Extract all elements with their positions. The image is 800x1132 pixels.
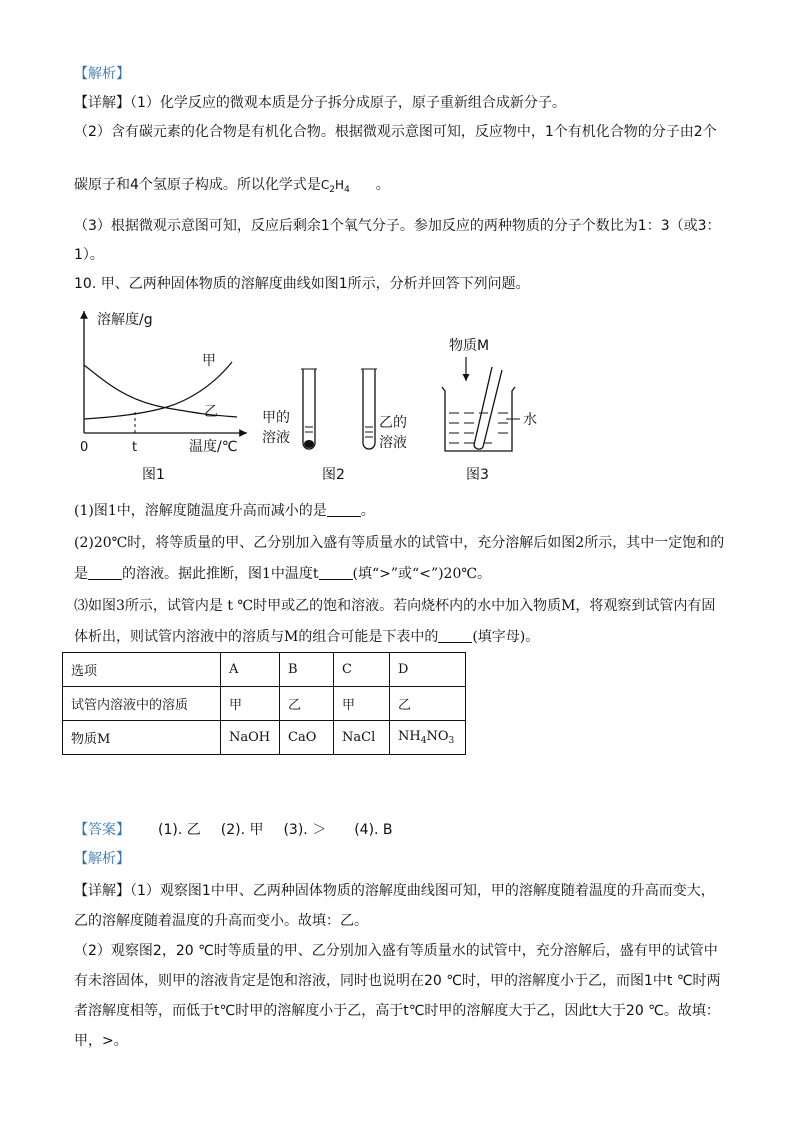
x-axis-label: 温度/℃ <box>189 439 238 455</box>
table-cell: 试管内溶液中的溶质 <box>63 687 221 721</box>
table-cell: 乙 <box>280 687 334 721</box>
jia-solution-label-2: 溶液 <box>262 430 290 446</box>
table-row <box>63 687 466 721</box>
detail-tag: 【详解】 <box>74 95 130 111</box>
table-cell: NaOH <box>221 721 280 755</box>
water-label: 水 <box>523 412 537 428</box>
answer-line <box>74 820 393 840</box>
answer-tag: 【答案】 <box>74 822 130 838</box>
detail2-paragraph-2a: （2）观察图2，20 ℃时等质量的甲、乙分别加入盛有等质量水的试管中，充分溶解后，盛有甲的试管中 <box>74 943 718 959</box>
figures-panel <box>62 305 562 485</box>
table-cell: A <box>221 653 280 687</box>
chemical-formula: $C_2H_4$ <box>320 178 350 195</box>
detail-paragraph-3b: 1）。 <box>74 247 104 263</box>
table-cell: 甲 <box>221 687 280 721</box>
table-cell: 乙 <box>390 687 466 721</box>
figure-1-solubility-chart <box>80 311 247 483</box>
curve-jia-label: 甲 <box>202 353 216 369</box>
analysis-heading-2: 【解析】 <box>74 851 130 867</box>
table-cell-nh4no3: $NH_4NO_3$ <box>390 721 466 755</box>
table-cell: 物质M <box>63 721 221 755</box>
question-2b: 是 的溶液。据此推断，图1中温度t (填“>”或“<”)20℃。 <box>74 566 492 582</box>
question-1: (1)图1中，溶解度随温度升高而减小的是 。 <box>74 503 375 519</box>
answer-blank-2[interactable] <box>88 565 122 580</box>
beaker <box>442 387 515 451</box>
yi-solution-label-2: 溶液 <box>379 435 407 451</box>
detail2-paragraph-2d: 甲，>。 <box>74 1033 128 1049</box>
detail-paragraph-2b <box>74 175 390 200</box>
test-tube-jia <box>303 369 315 449</box>
question-stem: 10. 甲、乙两种固体物质的溶解度曲线如图1所示，分析并回答下列问题。 <box>74 276 530 292</box>
answer-3: (3). ＞ <box>283 822 327 838</box>
analysis-heading: 【解析】 <box>74 66 130 82</box>
detail-paragraph-3a: （3）根据微观示意图可知，反应后剩余1个氧气分子。参加反应的两种物质的分子个数比为1：3（或3： <box>74 218 721 234</box>
tilted-test-tube <box>474 367 502 449</box>
t-label: t <box>132 440 138 455</box>
table-cell: D <box>390 653 466 687</box>
undissolved-solid <box>304 440 314 448</box>
table-cell: B <box>280 653 334 687</box>
table-cell: 甲 <box>334 687 390 721</box>
detail-paragraph-1 <box>74 93 566 113</box>
figure-3-caption: 图3 <box>466 467 489 483</box>
figure-2-test-tubes <box>262 369 407 483</box>
table-row <box>63 653 466 687</box>
figure-2-caption: 图2 <box>322 467 345 483</box>
table-row <box>63 721 466 755</box>
detail2-paragraph-2c: 者溶解度相等，而低于t℃时甲的溶解度小于乙，高于t℃时甲的溶解度大于乙，因此t大于20 ℃。故填： <box>74 1003 720 1019</box>
question-3a: ⑶如图3所示，试管内是 t ℃时甲或乙的饱和溶液。若向烧杯内的水中加入物质M，将观察到试管内有固 <box>74 598 716 614</box>
answer-4: (4). B <box>354 822 393 838</box>
y-axis-label: 溶解度/g <box>97 312 153 328</box>
detail-text: 碳原子和4个氢原子构成。所以化学式是 <box>74 177 321 193</box>
detail2-paragraph-2b: 有未溶固体，则甲的溶液肯定是饱和溶液，同时也说明在20 ℃时，甲的溶解度小于乙，而图1中t ℃时两 <box>74 973 721 989</box>
period: 。 <box>375 177 390 193</box>
answer-blank-4[interactable] <box>438 628 472 643</box>
question-3b: 体析出，则试管内溶液中的溶质与M的组合可能是下表中的 (填字母)。 <box>74 629 540 645</box>
yi-solution-label: 乙的 <box>379 415 407 431</box>
table-cell: C <box>334 653 390 687</box>
substance-m-label: 物质M <box>449 338 490 354</box>
curve-yi-label: 乙 <box>204 404 218 420</box>
answer-blank-1[interactable] <box>327 502 361 517</box>
detail-text: （1）化学反应的微观本质是分子拆分成原子，原子重新组合成新分子。 <box>130 95 566 111</box>
table-cell: NaCl <box>334 721 390 755</box>
figure-1-caption: 图1 <box>142 467 165 483</box>
question-2a: (2)20℃时，将等质量的甲、乙分别加入盛有等质量水的试管中，充分溶解后如图2所示，其中一定饱和的 <box>74 535 725 551</box>
figure-3-beaker <box>442 337 537 483</box>
detail2-paragraph-1a: 【详解】（1）观察图1中甲、乙两种固体物质的溶解度曲线图可知，甲的溶解度随着温度的升高而变大， <box>74 883 715 899</box>
options-table <box>62 652 466 755</box>
origin-label: 0 <box>80 440 89 455</box>
detail2-paragraph-1b: 乙的溶解度随着温度的升高而变小。故填：乙。 <box>74 913 368 929</box>
answer-blank-3[interactable] <box>319 565 353 580</box>
answer-2: (2). 甲 <box>220 822 264 838</box>
jia-solution-label: 甲的 <box>262 410 290 426</box>
detail-paragraph-2a: （2）含有碳元素的化合物是有机化合物。根据微观示意图可知，反应物中，1个有机化合物的分子由2个 <box>74 124 717 140</box>
answer-1: (1). 乙 <box>158 822 201 838</box>
table-cell: CaO <box>280 721 334 755</box>
table-cell: 选项 <box>63 653 221 687</box>
